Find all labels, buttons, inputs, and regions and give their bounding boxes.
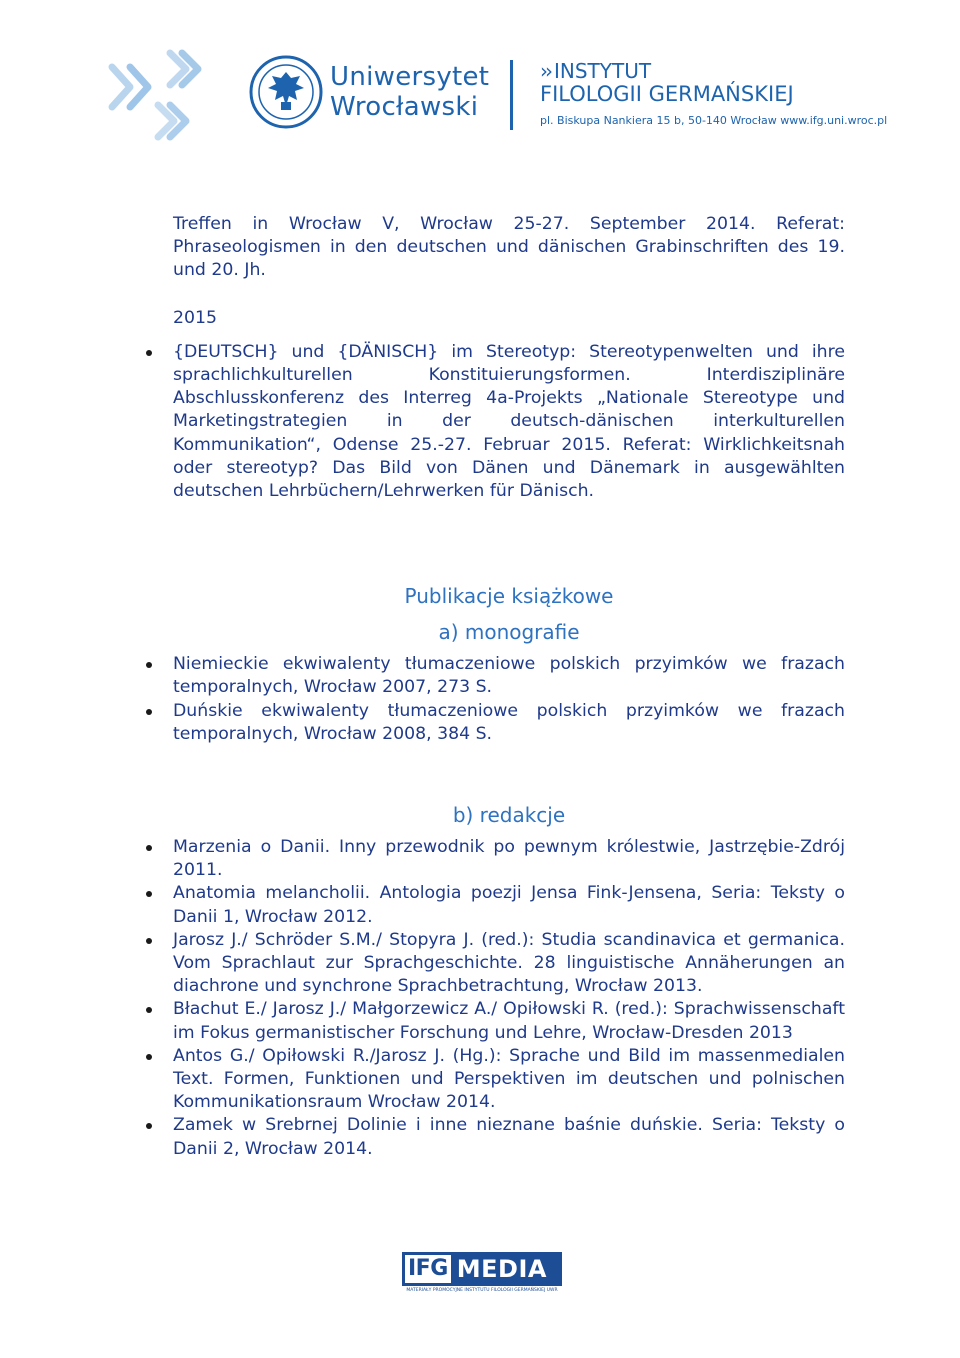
list-item: Anatomia melancholii. Antologia poezji Jensa Fink-Jensena, Seria: Teksty o Danii 1, Wrocław 2012. <box>173 882 845 928</box>
logo-ifg-text: IFG <box>405 1255 451 1283</box>
university-name-line2: Wrocławski <box>330 92 479 122</box>
list-item: Niemieckie ekwiwalenty tłumaczeniowe polskich przyimków we frazach temporalnych, Wrocław 2007, 273 S. <box>173 653 845 699</box>
university-seal-icon <box>248 54 324 130</box>
logo-media-text: MEDIA <box>456 1255 547 1283</box>
list-item: Jarosz J./ Schröder S.M./ Stopyra J. (red.): Studia scandinavica et germanica. Vom Sprachlaut zur Sprachgeschichte. 28 linguistische Annäherungen an diachrone und synchrone Sprachbetrachtung, Wrocław 2013. <box>173 929 845 999</box>
ifg-media-logo <box>402 1252 562 1294</box>
institute-name-line2: FILOLOGII GERMAŃSKIEJ <box>540 82 794 106</box>
institute-name <box>540 60 887 128</box>
year-heading: 2015 <box>173 307 217 328</box>
publications-title: Publikacje książkowe <box>404 584 614 609</box>
list-item: Marzenia o Danii. Inny przewodnik po pewnym królestwie, Jastrzębie-Zdrój 2011. <box>173 836 845 882</box>
university-name <box>330 62 489 122</box>
monographs-list <box>173 653 845 746</box>
monographs-title: a) monografie <box>438 620 580 645</box>
list-item: Antos G./ Opiłowski R./Jarosz J. (Hg.): Sprache und Bild im massenmedialen Text. Formen, Funktionen und Perspektiven im deutschen und polnischen Kommunikationsraum Wrocław 2014. <box>173 1045 845 1115</box>
chevron-decoration-icon <box>100 45 210 145</box>
institute-address: pl. Biskupa Nankiera 15 b, 50-140 Wrocław www.ifg.uni.wroc.pl <box>540 114 888 127</box>
editorial-list <box>173 836 845 1161</box>
university-name-line1: Uniwersytet <box>330 62 490 92</box>
list-item: Zamek w Srebrnej Dolinie i inne nieznane baśnie duńskie. Seria: Teksty o Danii 2, Wrocław 2014. <box>173 1114 845 1160</box>
institute-name-line1: INSTYTUT <box>554 59 652 83</box>
list-item: {DEUTSCH} und {DÄNISCH} im Stereotyp: Stereotypenwelten und ihre sprachlichkulturellen Konstituierungsformen. Interdisziplinäre Abschlusskonferenz des Interreg 4a-Projekts „Nationale Stereotype und Marketingstrategien in der deutsch-dänischen interkulturellen Kommunikation“, Odense 25.-27. Februar 2015. Referat: Wirklichkeitsnah oder stereotyp? Das Bild von Dänen und Dänemark in ausgewählten deutschen Lehrbüchern/Lehrwerken für Dänisch. <box>173 341 845 503</box>
header-divider <box>510 60 513 130</box>
list-item: Błachut E./ Jarosz J./ Małgorzewicz A./ Opiłowski R. (red.): Sprachwissenschaft im Fokus germanistischer Forschung und Lehre, Wrocław-Dresden 2013 <box>173 998 845 1044</box>
logo-subtitle: MATERIAŁY PROMOCYJNE INSTYTUTU FILOLOGII GERMAŃSKIEJ UWR <box>406 1288 558 1293</box>
ifg-media-logo-box <box>402 1252 562 1286</box>
intro-paragraph: Treffen in Wrocław V, Wrocław 25-27. September 2014. Referat: Phraseologismen in den deutschen und dänischen Grabinschriften des 19. und 20. Jh. <box>173 214 845 281</box>
editorial-title: b) redakcje <box>452 803 566 828</box>
conference-list <box>173 341 845 503</box>
double-chevron-icon: ›› <box>540 59 550 83</box>
letterhead <box>0 0 960 160</box>
list-item: Duńskie ekwiwalenty tłumaczeniowe polskich przyimków we frazach temporalnych, Wrocław 2008, 384 S. <box>173 700 845 746</box>
document-body <box>173 213 845 1161</box>
